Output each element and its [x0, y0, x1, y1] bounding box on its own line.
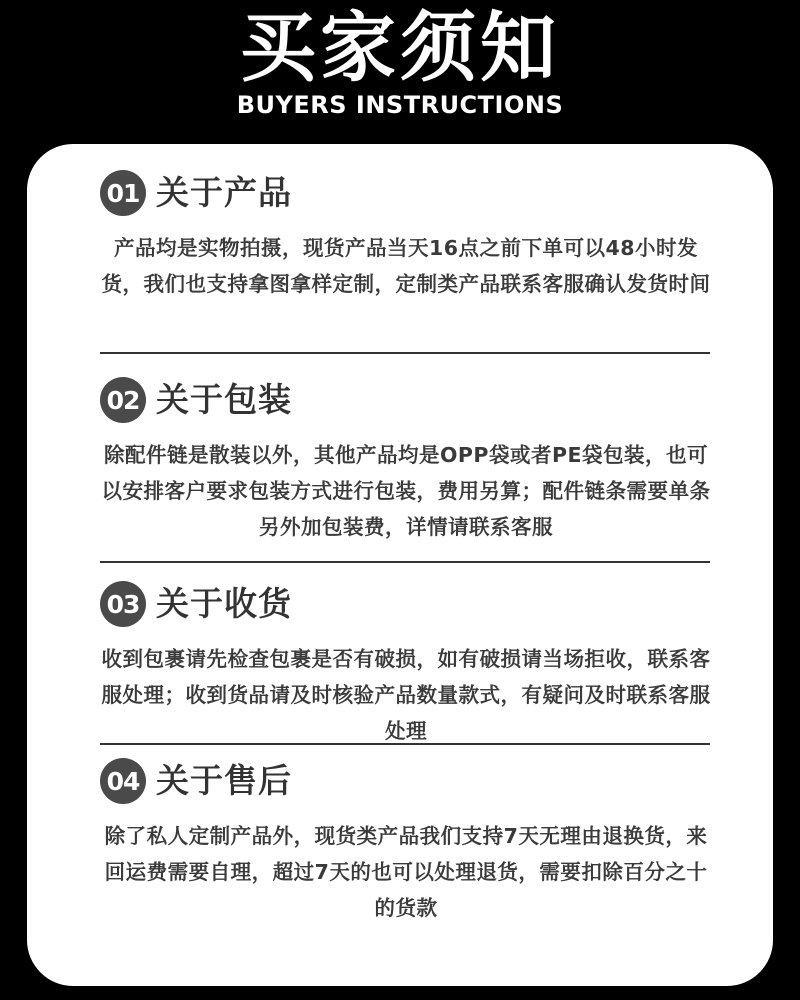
- section-number-badge: 02: [100, 377, 146, 423]
- section-heading: [100, 170, 292, 216]
- section-title: 关于包装: [156, 380, 292, 419]
- section-body: 除了私人定制产品外，现货类产品我们支持7天无理由退换货，来回运费需要自理，超过7天的也可以处理退货，需要扣除百分之十的货款: [104, 824, 708, 920]
- section-number-badge: 01: [100, 170, 146, 216]
- section-divider: [100, 561, 710, 563]
- section-title: 关于收货: [156, 584, 292, 623]
- section-heading: [100, 377, 292, 423]
- section-heading: [100, 581, 292, 627]
- section-body: 收到包裹请先检查包裹是否有破损，如有破损请当场拒收，联系客服处理；收到货品请及时核验产品数量款式，有疑问及时联系客服处理: [101, 647, 711, 743]
- section-body: 产品均是实物拍摄，现货产品当天16点之前下单可以48小时发货，我们也支持拿图拿样定制，定制类产品联系客服确认发货时间: [101, 236, 711, 296]
- section-title: 关于产品: [156, 173, 292, 212]
- instructions-card: [27, 144, 773, 986]
- page-subtitle: BUYERS INSTRUCTIONS: [236, 91, 564, 119]
- page-header: [0, 0, 800, 140]
- section-body: 除配件链是散装以外，其他产品均是OPP袋或者PE袋包装，也可以安排客户要求包装方式进行包装，费用另算；配件链条需要单条另外加包装费，详情请联系客服: [101, 443, 711, 539]
- section-divider: [100, 352, 710, 354]
- section-number-badge: 03: [100, 581, 146, 627]
- section-title: 关于售后: [156, 761, 292, 800]
- page-title: 买家须知: [240, 3, 560, 92]
- section-number-badge: 04: [100, 758, 146, 804]
- section-heading: [100, 758, 292, 804]
- section-divider: [100, 743, 710, 745]
